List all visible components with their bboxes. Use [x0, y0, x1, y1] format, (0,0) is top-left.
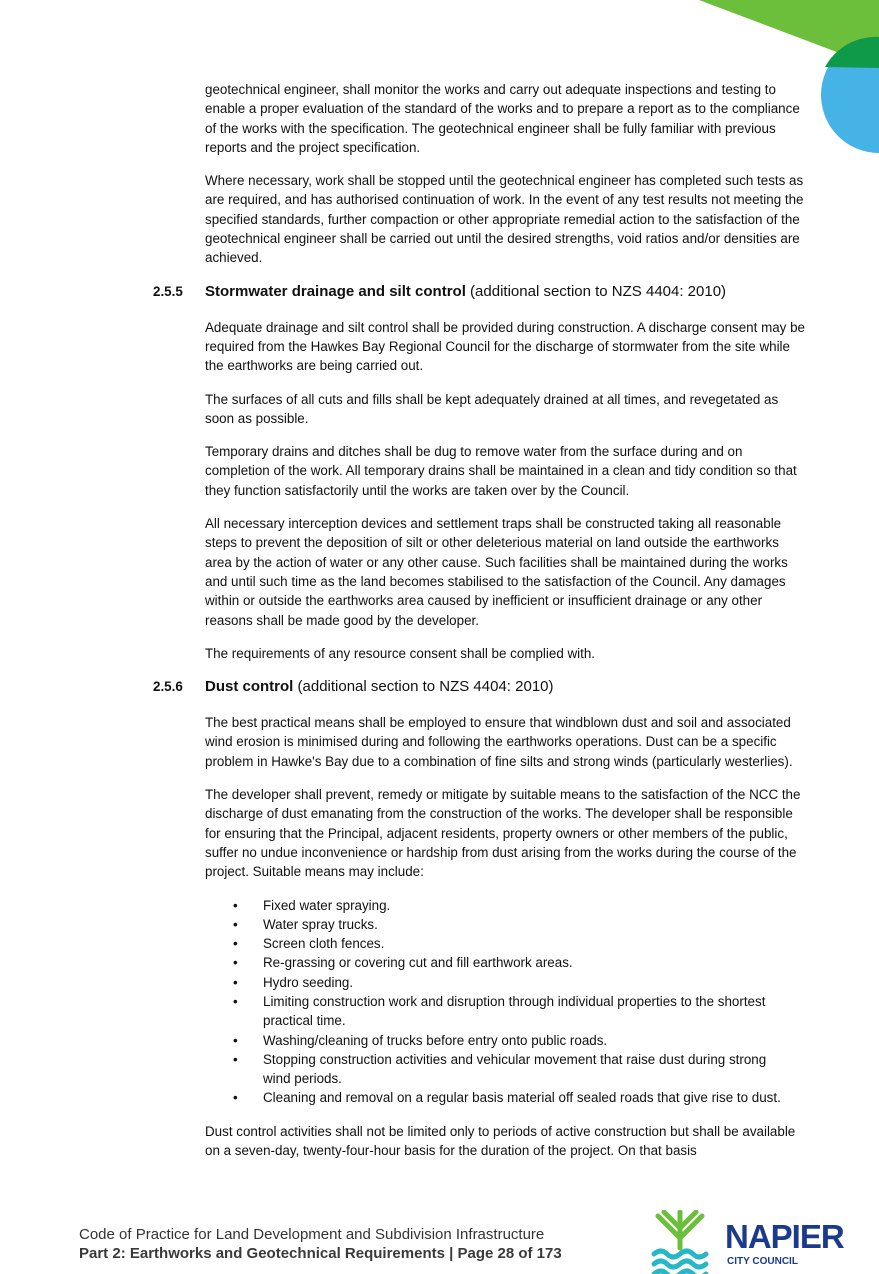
- section-title-bold: Stormwater drainage and silt control: [205, 282, 466, 300]
- list-item: [0, 1031, 783, 1050]
- stormwater-paragraph-2: The surfaces of all cuts and fills shall be kept adequately drained at all times, and revegetated as soon as possible.: [205, 391, 779, 426]
- list-item-text: Washing/cleaning of trucks before entry onto public roads.: [263, 1032, 608, 1048]
- logo-subtitle: CITY COUNCIL: [727, 1256, 798, 1267]
- list-item: [0, 973, 783, 992]
- section-title: [205, 677, 554, 697]
- bullet-icon: •: [233, 993, 238, 1009]
- bullet-icon: •: [233, 974, 238, 990]
- section-number: 2.5.6: [153, 679, 183, 695]
- page-footer: [79, 1225, 562, 1263]
- bullet-icon: •: [233, 955, 238, 971]
- intro-paragraph-2: Where necessary, work shall be stopped until the geotechnical engineer has completed such tests as are required, and has authorised continuation of work. In the event of any test results not meeting the specified standards, further compaction or other appropriate remedial action to the satisfaction of the geotechnical engineer shall be carried out until the desired strengths, void ratios and/or densities are achieved.: [205, 173, 804, 266]
- section-title-bold: Dust control: [205, 678, 294, 696]
- bullet-icon: •: [233, 1090, 238, 1106]
- fern-wave-icon: [650, 1210, 720, 1274]
- section-heading-2-5-6: [0, 677, 879, 699]
- intro-paragraph-1: geotechnical engineer, shall monitor the works and carry out adequate inspections and testing to enable a proper evaluation of the standard of the works and to prepare a report as to the compliance of the works with the specification. The geotechnical engineer shall be fully familiar with previous reports and the project specification.: [205, 82, 800, 155]
- list-item-text: Water spray trucks.: [263, 916, 378, 932]
- list-item: [0, 896, 783, 915]
- dust-measures-list: [0, 896, 879, 1108]
- dust-paragraph-2: The developer shall prevent, remedy or mitigate by suitable means to the satisfaction of the NCC the discharge of dust emanating from the construction of the works. The developer shall be responsible for ensuring that the Principal, adjacent residents, property owners or other members of the public, suffer no undue inconvenience or hardship from dust arising from the works during the course of the project. Suitable means may include:: [205, 787, 801, 880]
- bullet-icon: •: [233, 897, 238, 913]
- stormwater-paragraph-1: Adequate drainage and silt control shall be provided during construction. A discharge consent may be required from the Hawkes Bay Regional Council for the discharge of stormwater from the site while the earthworks are being carried out.: [205, 319, 805, 374]
- list-item: [0, 915, 783, 934]
- footer-document-title: Code of Practice for Land Development and Subdivision Infrastructure: [79, 1226, 545, 1243]
- dust-paragraph-1: The best practical means shall be employed to ensure that windblown dust and soil and associated wind erosion is minimised during and following the earthworks operations. Dust can be a specific problem in Hawke's Bay due to a combination of fine silts and strong winds (particularly westerlies).: [205, 715, 793, 769]
- section-heading-2-5-5: [0, 282, 879, 304]
- bullet-icon: •: [233, 916, 238, 932]
- list-item-text: Cleaning and removal on a regular basis material off sealed roads that give rise to dust.: [263, 1090, 781, 1106]
- section-number: 2.5.5: [153, 283, 183, 299]
- section-title: [205, 282, 726, 302]
- list-item-text: Re-grassing or covering cut and fill earthwork areas.: [263, 955, 573, 971]
- bullet-icon: •: [233, 936, 238, 952]
- list-item-text: Hydro seeding.: [263, 974, 354, 990]
- bullet-icon: •: [233, 1051, 238, 1067]
- stormwater-paragraph-4: All necessary interception devices and settlement traps shall be constructed taking all reasonable steps to prevent the deposition of silt or other deleterious material on land outside the earthworks area by the action of water or any other cause. Such facilities shall be maintained during the works and until such time as the land becomes stabilised to the satisfaction of the Council. Any damages within or outside the earthworks area caused by inefficient or insufficient drainage or any other reasons shall be made good by the developer.: [205, 516, 788, 628]
- list-item: [0, 992, 783, 1031]
- list-item-text: Stopping construction activities and vehicular movement that raise dust during strong wind periods.: [263, 1051, 767, 1087]
- main-content: [0, 80, 879, 1174]
- napier-city-council-logo: [650, 1210, 850, 1274]
- stormwater-paragraph-3: Temporary drains and ditches shall be dug to remove water from the surface during and on completion of the work. All temporary drains shall be maintained in a clean and tidy condition so that they function satisfactorily until the works are taken over by the Council.: [205, 444, 797, 498]
- bullet-icon: •: [233, 1032, 238, 1048]
- list-item: [0, 934, 783, 953]
- dust-closing-paragraph: Dust control activities shall not be limited only to periods of active construction but shall be available on a seven-day, twenty-four-hour basis for the duration of the project. On that basis: [205, 1123, 796, 1159]
- list-item: [0, 1088, 783, 1107]
- section-title-note: (additional section to NZS 4404: 2010): [465, 282, 727, 300]
- list-item-text: Screen cloth fences.: [263, 936, 385, 952]
- section-title-note: (additional section to NZS 4404: 2010): [293, 678, 554, 696]
- list-item-text: Limiting construction work and disruption through individual properties to the shortest practical time.: [263, 993, 766, 1029]
- stormwater-paragraph-5: The requirements of any resource consent shall be complied with.: [205, 645, 596, 661]
- footer-part-page: Part 2: Earthworks and Geotechnical Requirements | Page 28 of 173: [79, 1245, 562, 1262]
- logo-brand: NAPIER: [725, 1218, 844, 1255]
- list-item: [0, 953, 783, 972]
- list-item: [0, 1050, 783, 1089]
- list-item-text: Fixed water spraying.: [263, 897, 391, 913]
